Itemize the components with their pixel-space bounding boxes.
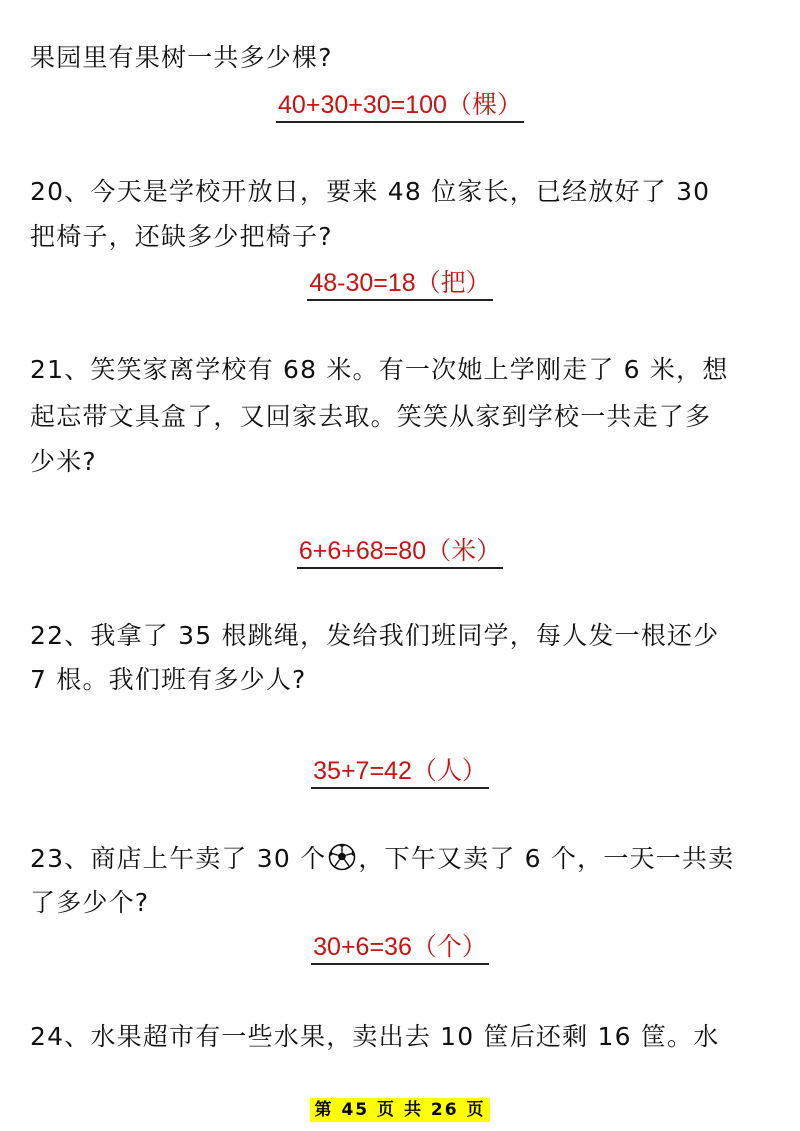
text-line: 果园里有果树一共多少棵?: [30, 43, 333, 72]
page-footer: [0, 1098, 800, 1122]
soccer-ball-icon: [328, 843, 356, 871]
answer-line: [0, 268, 800, 301]
answer-line: [0, 756, 800, 789]
text-line: 少米?: [30, 447, 97, 476]
text-line: 22、我拿了 35 根跳绳，发给我们班同学，每人发一根还少: [30, 621, 720, 650]
answer-line: [0, 536, 800, 569]
text-line: 了多少个?: [30, 888, 150, 917]
text-line: 21、笑笑家离学校有 68 米。有一次她上学刚走了 6 米，想: [30, 355, 729, 384]
answer-text: 40+30+30=100（棵）: [276, 90, 524, 123]
text-line: 7 根。我们班有多少人?: [30, 665, 307, 694]
text-segment: 23、商店上午卖了 30 个: [30, 844, 327, 873]
text-line: 20、今天是学校开放日，要来 48 位家长，已经放好了 30: [30, 177, 711, 206]
answer-line: [0, 932, 800, 965]
answer-text: 6+6+68=80（米）: [297, 536, 503, 569]
text-line: 24、水果超市有一些水果，卖出去 10 筐后还剩 16 筐。水: [30, 1022, 720, 1051]
answer-text: 48-30=18（把）: [307, 268, 492, 301]
text-line: 起忘带文具盒了，又回家去取。笑笑从家到学校一共走了多: [30, 402, 712, 431]
answer-line: [0, 90, 800, 123]
text-line: 把椅子，还缺多少把椅子?: [30, 222, 333, 251]
answer-text: 30+6=36（个）: [311, 932, 489, 965]
text-line: [30, 843, 770, 875]
page-number-label: 第 45 页 共 26 页: [310, 1098, 491, 1122]
text-segment: ，下午又卖了 6 个，一天一共卖: [358, 844, 735, 873]
answer-text: 35+7=42（人）: [311, 756, 489, 789]
